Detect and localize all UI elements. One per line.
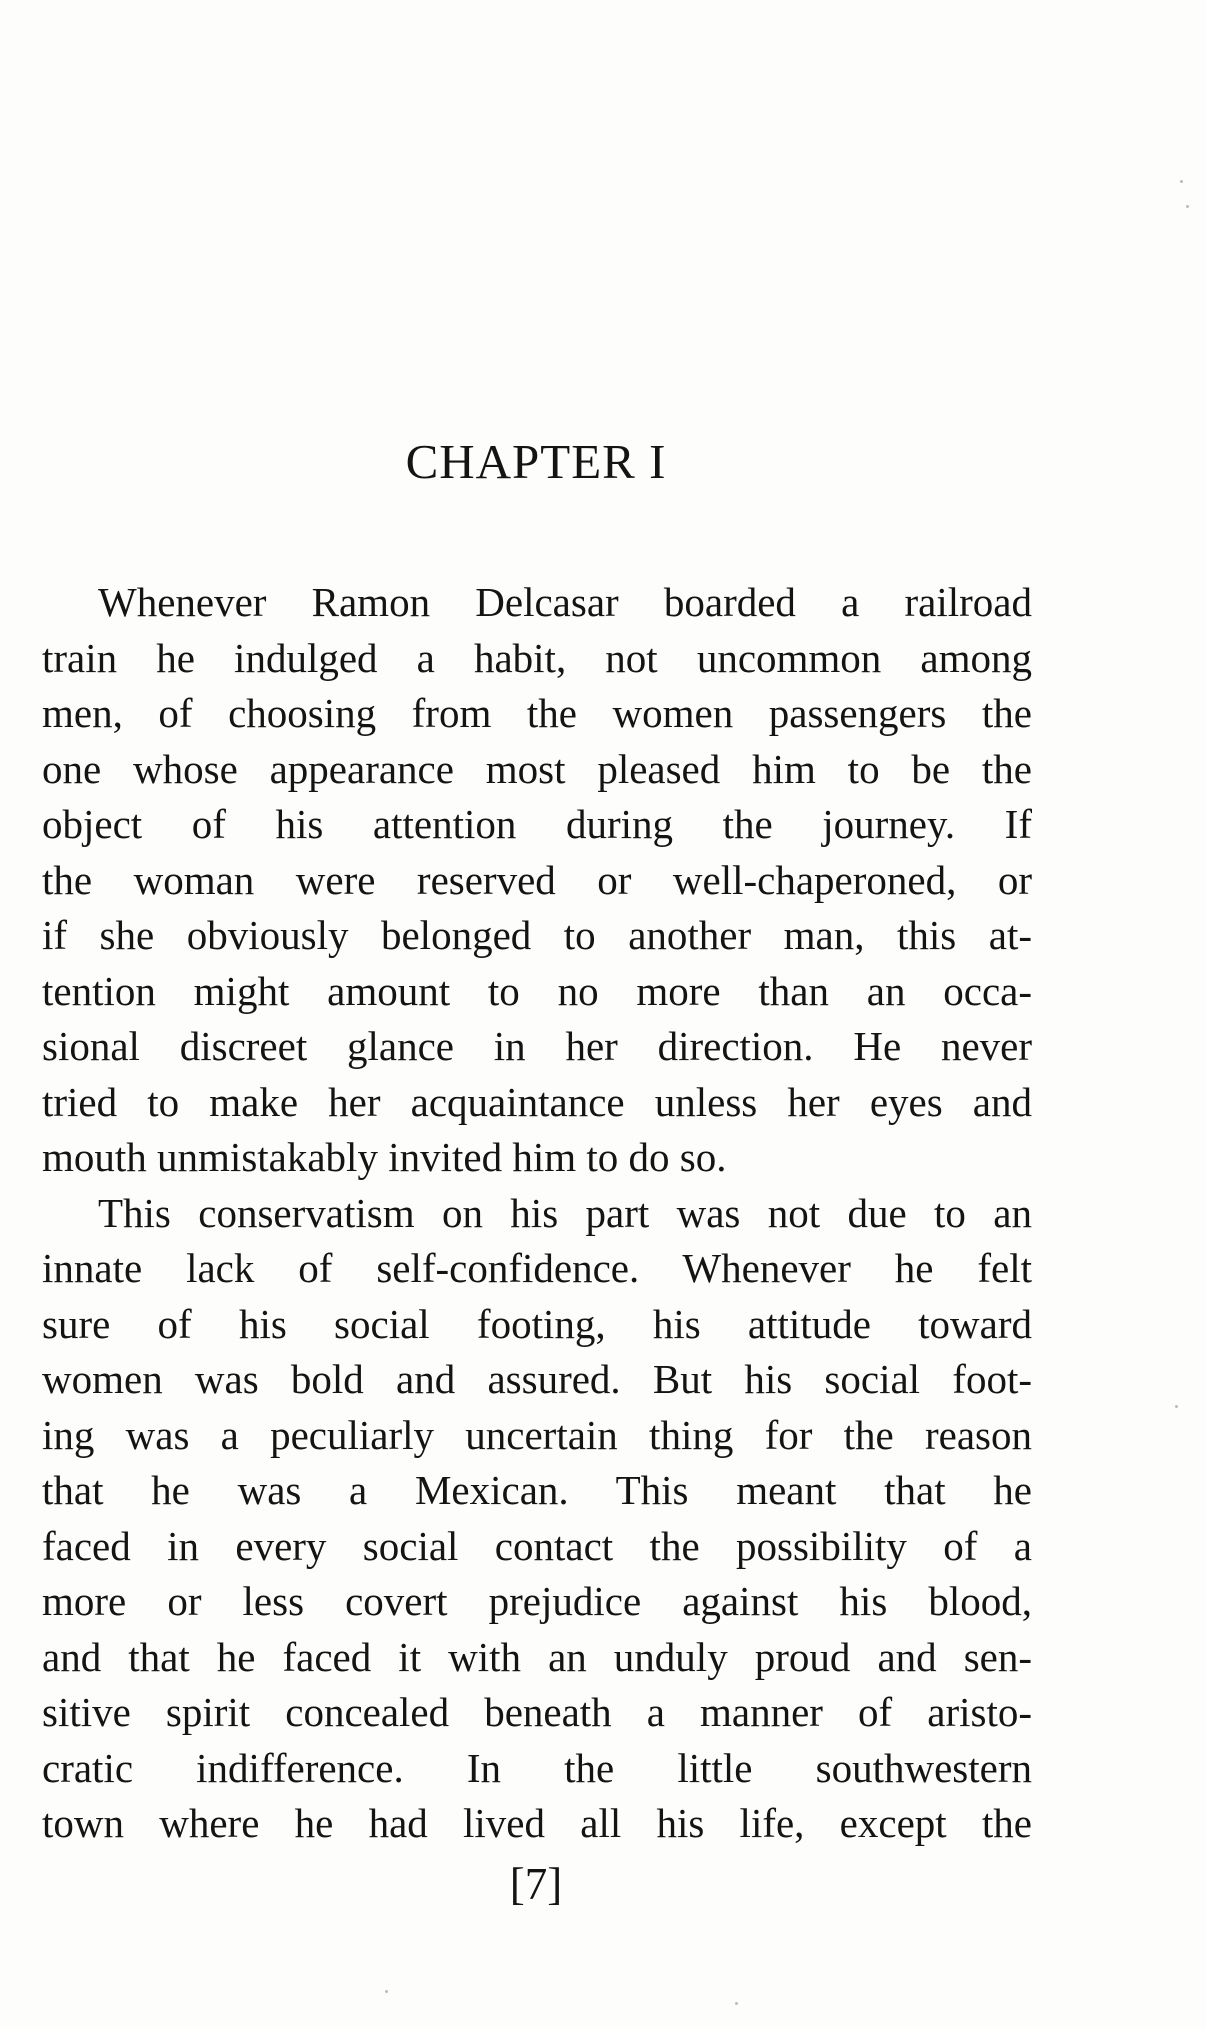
chapter-heading: CHAPTER I [405,434,667,489]
text-line: that he was a Mexican. This meant that he [42,1467,1032,1513]
text-line: Whenever Ramon Delcasar boarded a railroad [98,579,1032,625]
paragraph-1 [42,575,1032,1186]
text-line: faced in every social contact the possibility of a [42,1522,1032,1569]
text-line: ing was a peculiarly uncertain thing for the reason [42,1411,1032,1458]
paragraph-2 [42,1186,1032,1852]
text-line: town where he had lived all his life, except the [42,1800,1032,1846]
text-line: This conservatism on his part was not due to an [98,1189,1032,1236]
scan-speck [1186,205,1189,208]
text-line: object of his attention during the journey. If [42,801,1032,847]
text-line: sional discreet glance in her direction. He never [42,1023,1032,1069]
text-line: sitive spirit concealed beneath a manner of aristo- [42,1689,1032,1735]
text-line: one whose appearance most pleased him to be the [42,745,1032,792]
scan-speck [735,2002,738,2005]
text-line: mouth unmistakably invited him to do so. [42,1134,727,1180]
text-line: tention might amount to no more than an occa- [42,967,1032,1014]
text-line: cratic indifference. In the little southwestern [42,1744,1032,1791]
scan-speck [1180,180,1183,183]
text-line: tried to make her acquaintance unless her eyes and [42,1078,1032,1125]
text-line: men, of choosing from the women passengers the [42,690,1032,736]
text-line: train he indulged a habit, not uncommon among [42,634,1032,681]
page-number: [7] [509,1859,563,1909]
scan-speck [385,1990,388,1993]
text-line: if she obviously belonged to another man, this at- [42,912,1032,958]
scan-speck [1175,1405,1178,1408]
text-line: and that he faced it with an unduly proud and sen- [42,1633,1032,1680]
text-line: the woman were reserved or well-chaperoned, or [42,856,1032,903]
text-line: innate lack of self-confidence. Whenever he felt [42,1245,1032,1291]
chapter-body [42,575,1032,1852]
text-line: sure of his social footing, his attitude toward [42,1300,1032,1347]
text-line: more or less covert prejudice against his blood, [42,1578,1032,1624]
text-line: women was bold and assured. But his social foot- [42,1356,1032,1402]
